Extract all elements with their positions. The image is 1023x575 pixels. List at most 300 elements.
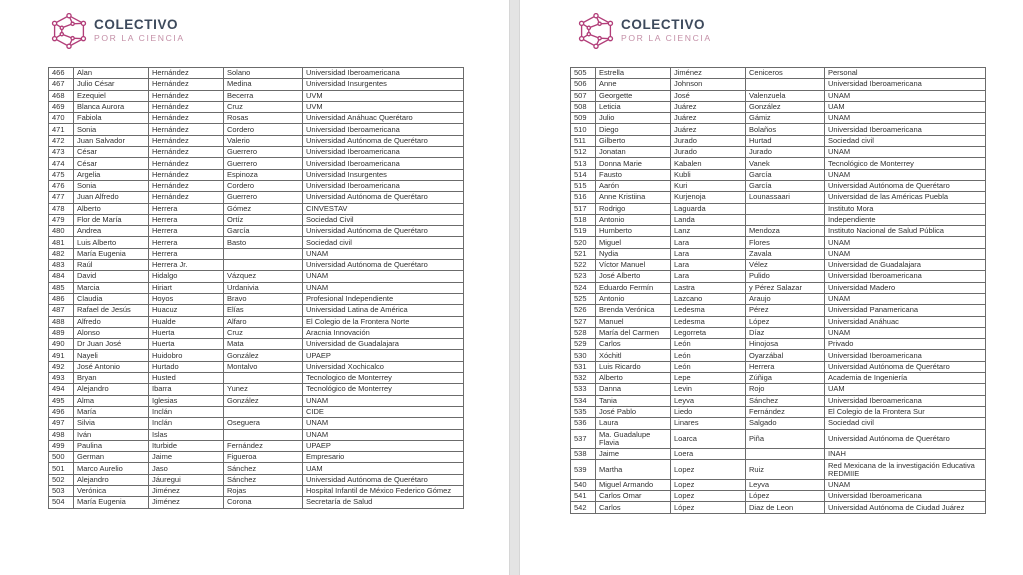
maternal-surname-cell: Guerrero	[224, 158, 303, 169]
maternal-surname-cell: García	[224, 226, 303, 237]
maternal-surname-cell	[746, 203, 825, 214]
document-page-right	[520, 0, 1023, 575]
first-name-cell: María Eugenia	[74, 248, 149, 259]
row-number-cell: 511	[571, 135, 596, 146]
paternal-surname-cell: Lanz	[671, 226, 746, 237]
paternal-surname-cell: Huerta	[149, 327, 224, 338]
table-row	[49, 429, 464, 440]
maternal-surname-cell: González	[224, 395, 303, 406]
institution-cell: Universidad Autónoma de Querétaro	[303, 474, 464, 485]
paternal-surname-cell: Liedo	[671, 406, 746, 417]
paternal-surname-cell: Hernández	[149, 124, 224, 135]
logo-text	[94, 18, 185, 43]
table-row	[571, 271, 986, 282]
paternal-surname-cell: Loarca	[671, 429, 746, 449]
table-row	[49, 260, 464, 271]
table-row	[49, 485, 464, 496]
institution-cell: Tecnológico de Monterrey	[303, 384, 464, 395]
maternal-surname-cell: Figueroa	[224, 452, 303, 463]
first-name-cell: Rafael de Jesús	[74, 305, 149, 316]
table-row	[49, 452, 464, 463]
paternal-surname-cell: Leyva	[671, 395, 746, 406]
paternal-surname-cell: Johnson	[671, 79, 746, 90]
maternal-surname-cell: González	[746, 101, 825, 112]
row-number-cell: 521	[571, 248, 596, 259]
paternal-surname-cell: Hualde	[149, 316, 224, 327]
table-row	[571, 147, 986, 158]
paternal-surname-cell: Herrera	[149, 203, 224, 214]
paternal-surname-cell: Lopez	[671, 479, 746, 490]
first-name-cell: Marco Aurelio	[74, 463, 149, 474]
paternal-surname-cell: Landa	[671, 214, 746, 225]
maternal-surname-cell: Jurado	[746, 147, 825, 158]
first-name-cell: José Pablo	[596, 406, 671, 417]
row-number-cell: 536	[571, 418, 596, 429]
table-row	[571, 260, 986, 271]
institution-cell: Universidad Iberoamericana	[825, 491, 986, 502]
row-number-cell: 519	[571, 226, 596, 237]
paternal-surname-cell: Jurado	[671, 147, 746, 158]
institution-cell: Red Mexicana de la investigación Educativa REDMIIE	[825, 460, 986, 480]
maternal-surname-cell: Araujo	[746, 293, 825, 304]
first-name-cell: María del Carmen	[596, 327, 671, 338]
paternal-surname-cell: Kabalen	[671, 158, 746, 169]
first-name-cell: Aarón	[596, 180, 671, 191]
first-name-cell: David	[74, 271, 149, 282]
row-number-cell: 473	[49, 147, 74, 158]
first-name-cell: Sonia	[74, 124, 149, 135]
paternal-surname-cell: Hernández	[149, 79, 224, 90]
institution-cell: UNAM	[825, 327, 986, 338]
paternal-surname-cell: Lara	[671, 237, 746, 248]
first-name-cell: Víctor Manuel	[596, 260, 671, 271]
table-row	[571, 491, 986, 502]
table-row	[49, 271, 464, 282]
first-name-cell: Antonio	[596, 214, 671, 225]
maternal-surname-cell: Oseguera	[224, 418, 303, 429]
first-name-cell: Carlos	[596, 339, 671, 350]
row-number-cell: 532	[571, 373, 596, 384]
institution-cell: UNAM	[303, 271, 464, 282]
institution-cell: UNAM	[825, 248, 986, 259]
institution-cell: Universidad Iberoamericana	[825, 79, 986, 90]
table-row	[49, 316, 464, 327]
maternal-surname-cell: Ortíz	[224, 214, 303, 225]
maternal-surname-cell: Espinoza	[224, 169, 303, 180]
row-number-cell: 466	[49, 68, 74, 79]
maternal-surname-cell: Bravo	[224, 293, 303, 304]
first-name-cell: Claudia	[74, 293, 149, 304]
table-row	[571, 429, 986, 449]
row-number-cell: 528	[571, 327, 596, 338]
institution-cell: UNAM	[825, 237, 986, 248]
row-number-cell: 510	[571, 124, 596, 135]
maternal-surname-cell: Mendoza	[746, 226, 825, 237]
first-name-cell: Alan	[74, 68, 149, 79]
row-number-cell: 526	[571, 305, 596, 316]
maternal-surname-cell	[746, 214, 825, 225]
row-number-cell: 487	[49, 305, 74, 316]
first-name-cell: Miguel	[596, 237, 671, 248]
maternal-surname-cell: Sánchez	[224, 463, 303, 474]
maternal-surname-cell: López	[746, 491, 825, 502]
first-name-cell: Fausto	[596, 169, 671, 180]
first-name-cell: Estrella	[596, 68, 671, 79]
row-number-cell: 493	[49, 373, 74, 384]
table-row	[571, 214, 986, 225]
table-row	[571, 339, 986, 350]
first-name-cell: Julio César	[74, 79, 149, 90]
table-row	[571, 79, 986, 90]
table-row	[49, 248, 464, 259]
first-name-cell: German	[74, 452, 149, 463]
institution-cell: Universidad Iberoamericana	[303, 180, 464, 191]
first-name-cell: Miguel Armando	[596, 479, 671, 490]
maternal-surname-cell: Vanek	[746, 158, 825, 169]
maternal-surname-cell: Díaz	[746, 327, 825, 338]
institution-cell: Instituto Nacional de Salud Pública	[825, 226, 986, 237]
maternal-surname-cell: Montalvo	[224, 361, 303, 372]
maternal-surname-cell: Rojas	[224, 485, 303, 496]
table-row	[571, 406, 986, 417]
institution-cell: Tecnológico de Monterrey	[825, 158, 986, 169]
maternal-surname-cell: Urdanivia	[224, 282, 303, 293]
colectivo-logo	[578, 13, 712, 49]
first-name-cell: Alejandro	[74, 474, 149, 485]
institution-cell: Academia de Ingeniería	[825, 373, 986, 384]
row-number-cell: 502	[49, 474, 74, 485]
first-name-cell: Nydia	[596, 248, 671, 259]
institution-cell: UNAM	[303, 418, 464, 429]
institution-cell: Personal	[825, 68, 986, 79]
institution-cell: Universidad Xochicalco	[303, 361, 464, 372]
maternal-surname-cell: González	[224, 350, 303, 361]
institution-cell: UVM	[303, 101, 464, 112]
institution-cell: Hospital Infantil de México Federico Gómez	[303, 485, 464, 496]
maternal-surname-cell: Mata	[224, 339, 303, 350]
paternal-surname-cell: Ledesma	[671, 305, 746, 316]
paternal-surname-cell: Islas	[149, 429, 224, 440]
maternal-surname-cell: Fernández	[224, 440, 303, 451]
table-row	[571, 373, 986, 384]
institution-cell: Tecnologico de Monterrey	[303, 373, 464, 384]
row-number-cell: 506	[571, 79, 596, 90]
first-name-cell: Anne Kristiina	[596, 192, 671, 203]
institution-cell: INAH	[825, 449, 986, 460]
table-row	[571, 384, 986, 395]
table-row	[49, 305, 464, 316]
paternal-surname-cell: Levin	[671, 384, 746, 395]
table-row	[571, 327, 986, 338]
institution-cell: Universidad Iberoamericana	[303, 158, 464, 169]
paternal-surname-cell: Loera	[671, 449, 746, 460]
table-row	[571, 418, 986, 429]
maternal-surname-cell: Diaz de Leon	[746, 502, 825, 513]
table-row	[571, 479, 986, 490]
institution-cell: CIDE	[303, 406, 464, 417]
paternal-surname-cell: Lastra	[671, 282, 746, 293]
row-number-cell: 484	[49, 271, 74, 282]
paternal-surname-cell: Hernández	[149, 158, 224, 169]
institution-cell: Universidad Madero	[825, 282, 986, 293]
table-row	[49, 192, 464, 203]
institution-cell: UNAM	[825, 113, 986, 124]
row-number-cell: 482	[49, 248, 74, 259]
paternal-surname-cell: Linares	[671, 418, 746, 429]
paternal-surname-cell: Inclán	[149, 418, 224, 429]
paternal-surname-cell: Hidalgo	[149, 271, 224, 282]
table-row	[49, 293, 464, 304]
row-number-cell: 489	[49, 327, 74, 338]
institution-cell: Universidad Autónoma de Querétaro	[825, 180, 986, 191]
maternal-surname-cell: Cruz	[224, 101, 303, 112]
paternal-surname-cell: Ibarra	[149, 384, 224, 395]
first-name-cell: Carlos	[596, 502, 671, 513]
table-row	[571, 395, 986, 406]
paternal-surname-cell: Hurtado	[149, 361, 224, 372]
maternal-surname-cell: Valerio	[224, 135, 303, 146]
paternal-surname-cell: Kubli	[671, 169, 746, 180]
maternal-surname-cell: Gómez	[224, 203, 303, 214]
table-row	[49, 90, 464, 101]
table-row	[571, 124, 986, 135]
paternal-surname-cell: Jáuregui	[149, 474, 224, 485]
row-number-cell: 537	[571, 429, 596, 449]
first-name-cell: María	[74, 406, 149, 417]
paternal-surname-cell: Hernández	[149, 90, 224, 101]
maternal-surname-cell: Valenzuela	[746, 90, 825, 101]
table-row	[571, 248, 986, 259]
institution-cell: Universidad de las Américas Puebla	[825, 192, 986, 203]
row-number-cell: 535	[571, 406, 596, 417]
document-page-left	[0, 0, 509, 575]
institution-cell: Profesional Independiente	[303, 293, 464, 304]
paternal-surname-cell: Jiménez	[671, 68, 746, 79]
institution-cell: Universidad Iberoamericana	[825, 124, 986, 135]
institution-cell: Universidad Iberoamericana	[825, 271, 986, 282]
maternal-surname-cell: Piña	[746, 429, 825, 449]
table-row	[49, 101, 464, 112]
table-row	[571, 460, 986, 480]
first-name-cell: Julio	[596, 113, 671, 124]
institution-cell: Universidad Autónoma de Querétaro	[825, 429, 986, 449]
paternal-surname-cell: Hernández	[149, 135, 224, 146]
first-name-cell: Marcia	[74, 282, 149, 293]
paternal-surname-cell: Lara	[671, 248, 746, 259]
first-name-cell: José Alberto	[596, 271, 671, 282]
institution-cell: UNAM	[825, 293, 986, 304]
maternal-surname-cell: y Pérez Salazar	[746, 282, 825, 293]
first-name-cell: Dr Juan José	[74, 339, 149, 350]
first-name-cell: Xóchitl	[596, 350, 671, 361]
paternal-surname-cell: Herrera	[149, 226, 224, 237]
row-number-cell: 508	[571, 101, 596, 112]
table-row	[49, 180, 464, 191]
table-row	[571, 449, 986, 460]
paternal-surname-cell: Herrera	[149, 248, 224, 259]
row-number-cell: 534	[571, 395, 596, 406]
first-name-cell: Ezequiel	[74, 90, 149, 101]
maternal-surname-cell: Guerrero	[224, 192, 303, 203]
maternal-surname-cell: Bolaños	[746, 124, 825, 135]
institution-cell: Sociedad civil	[825, 418, 986, 429]
institution-cell: Universidad Autónoma de Querétaro	[825, 361, 986, 372]
institution-cell: Universidad Panamericana	[825, 305, 986, 316]
institution-cell: Universidad Iberoamericana	[303, 147, 464, 158]
row-number-cell: 488	[49, 316, 74, 327]
paternal-surname-cell: Ledesma	[671, 316, 746, 327]
first-name-cell: Paulina	[74, 440, 149, 451]
paternal-surname-cell: Hernández	[149, 180, 224, 191]
hexagon-network-icon	[51, 13, 87, 49]
logo-title: COLECTIVO	[94, 17, 179, 33]
table-row	[49, 373, 464, 384]
institution-cell: Universidad Iberoamericana	[303, 68, 464, 79]
row-number-cell: 533	[571, 384, 596, 395]
logo-subtitle: POR LA CIENCIA	[94, 33, 185, 44]
maternal-surname-cell: García	[746, 180, 825, 191]
table-row	[571, 502, 986, 513]
institution-cell: Universidad Iberoamericana	[303, 124, 464, 135]
colectivo-logo	[51, 13, 185, 49]
row-number-cell: 509	[571, 113, 596, 124]
paternal-surname-cell: Lazcano	[671, 293, 746, 304]
institution-cell: UNAM	[825, 169, 986, 180]
row-number-cell: 524	[571, 282, 596, 293]
first-name-cell: Tania	[596, 395, 671, 406]
first-name-cell: María Eugenia	[74, 497, 149, 508]
institution-cell: Universidad Autónoma de Querétaro	[303, 226, 464, 237]
first-name-cell: Blanca Aurora	[74, 101, 149, 112]
row-number-cell: 483	[49, 260, 74, 271]
table-row	[571, 361, 986, 372]
maternal-surname-cell: Medina	[224, 79, 303, 90]
row-number-cell: 494	[49, 384, 74, 395]
row-number-cell: 492	[49, 361, 74, 372]
row-number-cell: 491	[49, 350, 74, 361]
table-row	[49, 226, 464, 237]
first-name-cell: Juan Salvador	[74, 135, 149, 146]
row-number-cell: 540	[571, 479, 596, 490]
row-number-cell: 504	[49, 497, 74, 508]
institution-cell: UPAEP	[303, 440, 464, 451]
row-number-cell: 539	[571, 460, 596, 480]
table-row	[49, 474, 464, 485]
row-number-cell: 527	[571, 316, 596, 327]
institution-cell: El Colegio de la Frontera Norte	[303, 316, 464, 327]
institution-cell: Universidad Iberoamericana	[825, 350, 986, 361]
first-name-cell: Eduardo Fermín	[596, 282, 671, 293]
row-number-cell: 478	[49, 203, 74, 214]
first-name-cell: Danna	[596, 384, 671, 395]
maternal-surname-cell: Herrera	[746, 361, 825, 372]
row-number-cell: 472	[49, 135, 74, 146]
maternal-surname-cell: Flores	[746, 237, 825, 248]
paternal-surname-cell: Lepe	[671, 373, 746, 384]
paternal-surname-cell: Herrera Jr.	[149, 260, 224, 271]
institution-cell: Universidad Anáhuac Querétaro	[303, 113, 464, 124]
hexagon-network-icon	[578, 13, 614, 49]
paternal-surname-cell: Hernández	[149, 147, 224, 158]
institution-cell: UNAM	[825, 479, 986, 490]
first-name-cell: Bryan	[74, 373, 149, 384]
institution-cell: UNAM	[825, 147, 986, 158]
logo-text	[621, 18, 712, 43]
maternal-surname-cell: Ceniceros	[746, 68, 825, 79]
paternal-surname-cell: López	[671, 502, 746, 513]
first-name-cell: Donna Marie	[596, 158, 671, 169]
row-number-cell: 485	[49, 282, 74, 293]
roster-table-left	[48, 67, 464, 509]
maternal-surname-cell: García	[746, 169, 825, 180]
row-number-cell: 470	[49, 113, 74, 124]
first-name-cell: Argelia	[74, 169, 149, 180]
paternal-surname-cell: Jaso	[149, 463, 224, 474]
paternal-surname-cell: Jiménez	[149, 497, 224, 508]
first-name-cell: Juan Alfredo	[74, 192, 149, 203]
table-row	[49, 395, 464, 406]
maternal-surname-cell: Rosas	[224, 113, 303, 124]
table-row	[571, 101, 986, 112]
first-name-cell: Luis Alberto	[74, 237, 149, 248]
paternal-surname-cell: Hiriart	[149, 282, 224, 293]
maternal-surname-cell: Pulido	[746, 271, 825, 282]
maternal-surname-cell: López	[746, 316, 825, 327]
paternal-surname-cell: Huidobro	[149, 350, 224, 361]
logo-subtitle: POR LA CIENCIA	[621, 33, 712, 44]
institution-cell: UNAM	[303, 282, 464, 293]
table-row	[571, 350, 986, 361]
row-number-cell: 529	[571, 339, 596, 350]
paternal-surname-cell: Jurado	[671, 135, 746, 146]
first-name-cell: Brenda Verónica	[596, 305, 671, 316]
first-name-cell: Alfredo	[74, 316, 149, 327]
table-row	[49, 124, 464, 135]
paternal-surname-cell: Jiménez	[149, 485, 224, 496]
row-number-cell: 523	[571, 271, 596, 282]
table-row	[49, 384, 464, 395]
maternal-surname-cell: Zúñiga	[746, 373, 825, 384]
maternal-surname-cell	[224, 429, 303, 440]
row-number-cell: 499	[49, 440, 74, 451]
row-number-cell: 479	[49, 214, 74, 225]
paternal-surname-cell: Hoyos	[149, 293, 224, 304]
maternal-surname-cell	[224, 406, 303, 417]
paternal-surname-cell: Hernández	[149, 169, 224, 180]
table-row	[49, 361, 464, 372]
first-name-cell: Luis Ricardo	[596, 361, 671, 372]
maternal-surname-cell: Cordero	[224, 124, 303, 135]
paternal-surname-cell: Lara	[671, 260, 746, 271]
row-number-cell: 507	[571, 90, 596, 101]
paternal-surname-cell: Husted	[149, 373, 224, 384]
table-row	[571, 90, 986, 101]
institution-cell: Sociedad civil	[825, 135, 986, 146]
table-row	[49, 406, 464, 417]
maternal-surname-cell: Alfaro	[224, 316, 303, 327]
first-name-cell: Alberto	[74, 203, 149, 214]
paternal-surname-cell: Hernández	[149, 101, 224, 112]
table-row	[571, 158, 986, 169]
row-number-cell: 481	[49, 237, 74, 248]
first-name-cell: Andrea	[74, 226, 149, 237]
row-number-cell: 474	[49, 158, 74, 169]
first-name-cell: Alberto	[596, 373, 671, 384]
first-name-cell: Raúl	[74, 260, 149, 271]
first-name-cell: Rodrigo	[596, 203, 671, 214]
paternal-surname-cell: Lara	[671, 271, 746, 282]
first-name-cell: Laura	[596, 418, 671, 429]
